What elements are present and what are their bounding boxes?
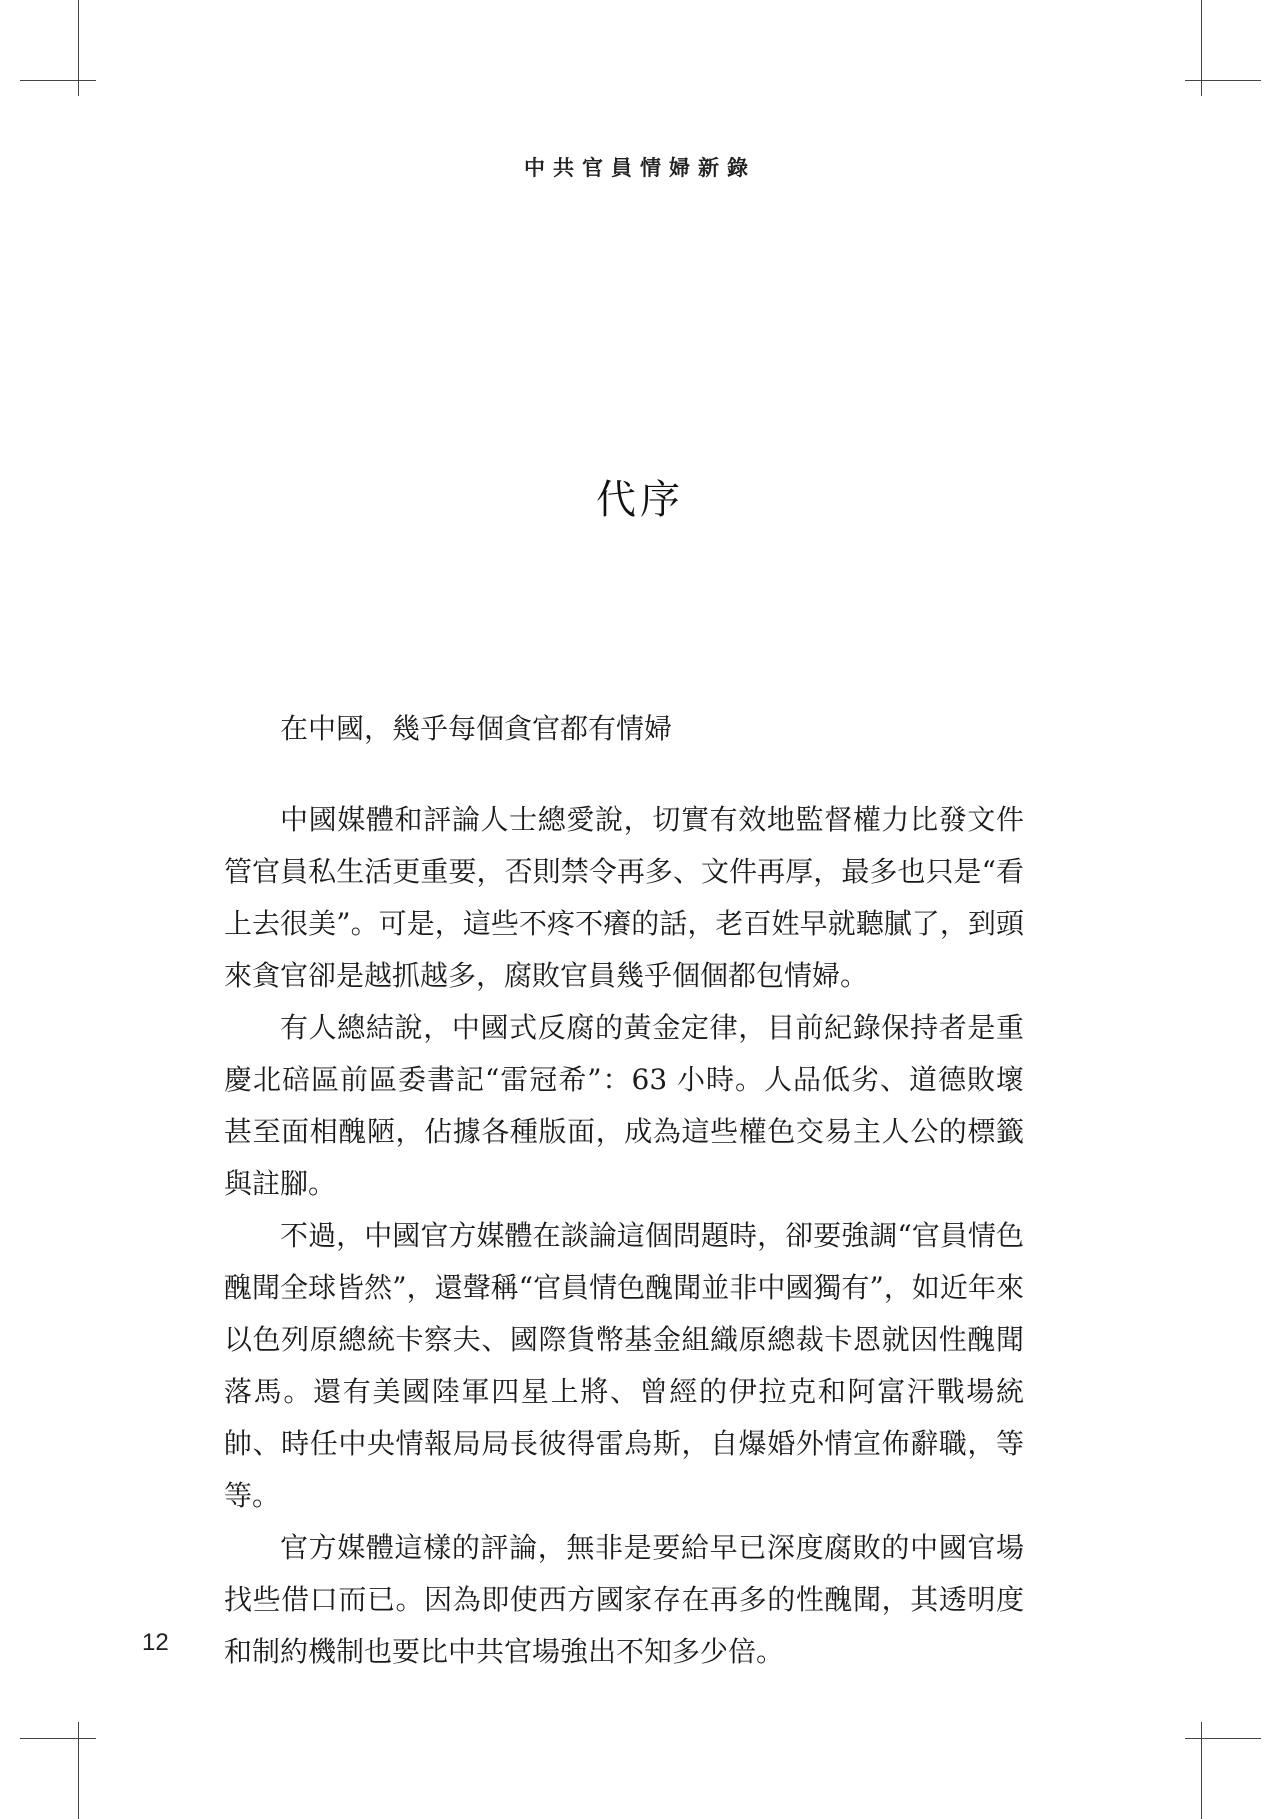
crop-mark-top-left-horizontal (20, 80, 96, 81)
crop-mark-top-right-vertical (1201, 0, 1202, 96)
crop-mark-top-left-vertical (78, 0, 79, 96)
section-heading-block (224, 703, 1024, 755)
crop-mark-top-right-horizontal (1185, 80, 1261, 81)
paragraph-2: 有人總結說，中國式反腐的黃金定律，目前紀錄保持者是重慶北碚區前區委書記“雷冠希”：63 小時。人品低劣、道德敗壞甚至面相醜陋，佔據各種版面，成為這些權色交易主人公的標籤與註腳。 (224, 1011, 1024, 1200)
running-head: 中共官員情婦新錄 (524, 156, 756, 180)
chapter-title: 代序 (596, 477, 684, 523)
crop-mark-bottom-right-vertical (1201, 1722, 1202, 1819)
paragraph-4: 官方媒體這樣的評論，無非是要給早已深度腐敗的中國官場找些借口而已。因為即使西方國家存在再多的性醜聞，其透明度和制約機制也要比中共官場強出不知多少倍。 (224, 1531, 1024, 1668)
section-heading: 在中國，幾乎每個貪官都有情婦 (280, 712, 673, 745)
paragraph-1: 中國媒體和評論人士總愛說，切實有效地監督權力比發文件管官員私生活更重要，否則禁令再多、文件再厚，最多也只是“看上去很美”。可是，這些不疼不癢的話，老百姓早就聽膩了，到頭來貪官卻是越抓越多，腐敗官員幾乎個個都包情婦。 (224, 803, 1024, 992)
crop-mark-bottom-right-horizontal (1185, 1738, 1261, 1739)
crop-mark-bottom-left-vertical (78, 1722, 79, 1819)
page-number: 12 (142, 1629, 169, 1656)
crop-mark-bottom-left-horizontal (20, 1738, 96, 1739)
paragraph-3: 不過，中國官方媒體在談論這個問題時，卻要強調“官員情色醜聞全球皆然”，還聲稱“官員情色醜聞並非中國獨有”，如近年來以色列原總統卡察夫、國際貨幣基金組織原總裁卡恩就因性醜聞落馬。還有美國陸軍四星上將、曾經的伊拉克和阿富汗戰場統帥、時任中央情報局局長彼得雷烏斯，自爆婚外情宣佈辭職，等等。 (224, 1219, 1024, 1512)
body-text (224, 794, 1024, 1678)
